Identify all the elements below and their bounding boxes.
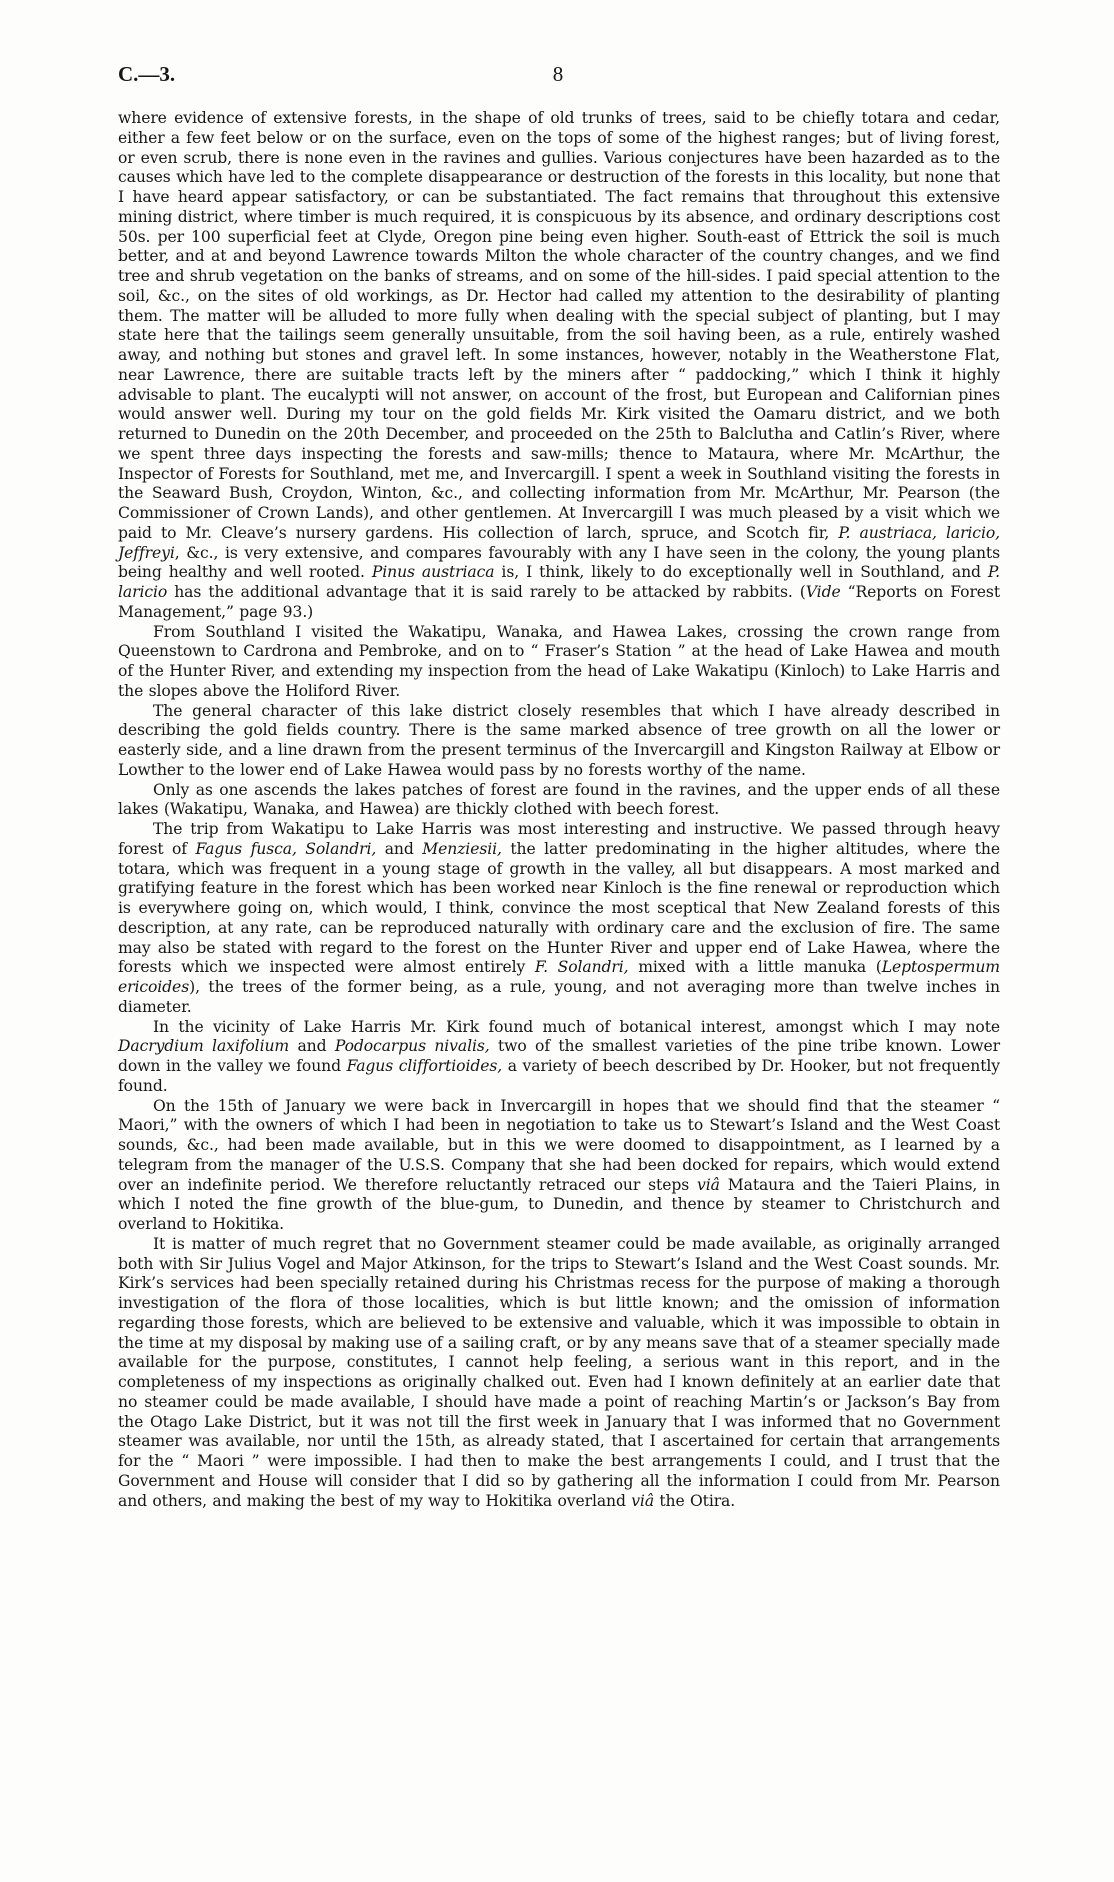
italic-text: viâ <box>697 1175 720 1194</box>
text-run: The trip from Wakatipu to Lake Harris was most interesting and instructive. We passed through heavy forest of <box>118 820 1000 858</box>
italic-text: Dacrydium laxifolium <box>118 1037 290 1056</box>
text-run: “Reports on Forest Management,” page 93.) <box>118 583 1000 621</box>
italic-text: Pinus austriaca <box>371 563 495 582</box>
text-run: , &c., is very extensive, and compares favourably with any I have seen in the colony, the young plants being healthy and well rooted. <box>118 543 1000 582</box>
text-run: is, I think, likely to do exceptionally well in Southland, and <box>494 563 988 582</box>
text-run: Only as one ascends the lakes patches of forest are found in the ravines, and the upper ends of all these lakes (Wakatipu, Wanaka, and Hawea) are thickly clothed with beech forest. <box>118 780 1000 819</box>
italic-text: P. laricio <box>118 563 1001 601</box>
text-run: and <box>289 1037 335 1056</box>
text-run: has the additional advantage that it is said rarely to be attacked by rabbits. ( <box>167 583 806 601</box>
document-reference: C.—3. <box>118 62 176 86</box>
italic-text: Vide <box>805 583 841 601</box>
paragraph <box>118 702 1000 781</box>
text-run: On the 15th of January we were back in Invercargill in hopes that we should find that the steamer “ Maori,” with the owners of which I had been in negotiation to take us to Stewart’s Island and the West Coast sounds, &c., had been made available, but in this we were doomed to disappointment, as I learned by a telegram from the manager of the U.S.S. Company that she had been docked for repairs, which would extend over an indefinite period. We therefore reluctantly retraced our steps <box>118 1096 1000 1194</box>
text-run: ), the trees of the former being, as a rule, young, and not averaging more than twelve inches in diameter. <box>118 978 1000 1016</box>
paragraph <box>118 109 1000 623</box>
text-run: Mataura and the Taieri Plains, in which I noted the fine growth of the blue-gum, to Dunedin, and thence by steamer to Christchurch and overland to Hokitika. <box>118 1175 1000 1233</box>
text-run: In the vicinity of Lake Harris Mr. Kirk found much of botanical interest, amongst which I may note <box>153 1017 1000 1036</box>
text-run: the Otira. <box>654 1491 736 1510</box>
text-run: mixed with a little manuka ( <box>628 958 882 977</box>
italic-text: Fagus fusca, Solandri, <box>195 839 377 858</box>
text-run: It is matter of much regret that no Government steamer could be made available, as originally arranged both with Sir Julius Vogel and Major Atkinson, for the trips to Stewart’s Island and the West Coast sounds. Mr. Kirk’s services had been specially retained during his Christmas recess for the purpose of making a thorough investigation of the flora of those localities, which is but little known; and the omission of information regarding those forests, which are believed to be extensive and valuable, which it was impossible to obtain in the time at my disposal by making use of a sailing craft, or by any means save that of a steamer specially made available for the purpose, constitutes, I cannot help feeling, a serious want in this report, and in the completeness of my inspections as originally chalked out. Even had I known definitely at an earlier date that no steamer could be made available, I should have made a point of reaching Martin’s or Jackson’s Bay from the Otago Lake District, but it was not till the first week in January that I was informed that no Government steamer was available, nor until the 15th, as already stated, that I ascertained for certain that arrangements for the “ Maori ” were impossible. I had then to make the best arrangements I could, and I trust that the Government and House will consider that I did so by gathering all the information I could from Mr. Pearson and others, and making the best of my way to Hokitika overland <box>118 1234 1000 1510</box>
body-text <box>118 109 1000 1511</box>
paragraph <box>118 781 1000 821</box>
italic-text: Podocarpus nivalis, <box>334 1037 490 1056</box>
text-run: where evidence of extensive forests, in the shape of old trunks of trees, said to be chiefly totara and cedar, either a few feet below or on the surface, even on the tops of some of the highest ranges; but of living forest, or even scrub, there is none even in the ravines and gullies. Various conjectures have been hazarded as to the causes which have led to the complete disappearance or destruction of the forests in this locality, but none that I have heard appear satisfactory, or can be substantiated. The fact remains that throughout this extensive mining district, where timber is much required, it is conspicuous by its absence, and ordinary descriptions cost 50s. per 100 superficial feet at Clyde, Oregon pine being even higher. South-east of Ettrick the soil is much better, and at and beyond Lawrence towards Milton the whole character of the country changes, and we find tree and shrub vegetation on the banks of streams, and on some of the hill-sides. I paid special attention to the soil, &c., on the sites of old workings, as Dr. Hector had called my attention to the desirability of planting them. The matter will be alluded to more fully when dealing with the special subject of planting, but I may state here that the tailings seem generally unsuitable, from the soil having been, as a rule, entirely washed away, and nothing but stones and gravel left. In some instances, however, notably in the Weatherstone Flat, near Lawrence, there are suitable tracts left by the miners after “ paddocking,” which I think it highly advisable to plant. The eucalypti will not answer, on account of the frost, but European and Californian pines would answer well. During my tour on the gold fields Mr. Kirk visited the Oamaru district, and we both returned to Dunedin on the 20th December, and proceeded on the 25th to Balclutha and Catlin’s River, where we spent three days inspecting the forests and saw-mills; thence to Mataura, where Mr. McArthur, the Inspector of Forests for Southland, met me, and Invercargill. I spent a week in Southland visiting the forests in the Seaward Bush, Croydon, Winton, &c., and collecting information from Mr. McArthur, Mr. Pearson (the Commissioner of Crown Lands), and other gentlemen. At Invercargill I was much pleased by a visit which we paid to Mr. Cleave’s nursery gardens. His collection of larch, spruce, and Scotch fir, <box>118 109 1000 542</box>
italic-text: P. austriaca, laricio, Jeffreyi <box>118 523 1000 562</box>
page-header <box>118 62 998 92</box>
italic-text: Fagus cliffortioides, <box>346 1057 503 1075</box>
paragraph <box>118 820 1000 1018</box>
italic-text: F. Solandri, <box>534 958 629 977</box>
italic-text: Leptospermum ericoides <box>118 958 1000 996</box>
text-run: the latter predominating in the higher altitudes, where the totara, which was frequent in a young stage of growth in the valley, all but disappears. A most marked and gratifying feature in the forest which has been worked near Kinloch is the fine renewal or reproduction which is everywhere going on, which would, I think, convince the most sceptical that New Zealand forests of this description, at any rate, can be reproduced naturally with ordinary care and the exclusion of fire. The same may also be stated with regard to the forest on the Hunter River and upper end of Lake Hawea, where the forests which we inspected were almost entirely <box>118 839 1000 977</box>
italic-text: viâ <box>631 1491 655 1510</box>
text-run: and <box>376 839 423 858</box>
text-run: two of the smallest varieties of the pine tribe known. Lower down in the valley we found <box>118 1037 1000 1075</box>
paragraph <box>118 1097 1000 1235</box>
paragraph <box>118 623 1000 702</box>
text-run: a variety of beech described by Dr. Hooker, but not frequently found. <box>118 1057 1000 1095</box>
paragraph <box>118 1235 1000 1512</box>
text-run: From Southland I visited the Wakatipu, Wanaka, and Hawea Lakes, crossing the crown range from Queenstown to Cardrona and Pembroke, and on to “ Fraser’s Station ” at the head of Lake Hawea and mouth of the Hunter River, and extending my inspection from the head of Lake Wakatipu (Kinloch) to Lake Harris and the slopes above the Holiford River. <box>118 622 1000 700</box>
page-number: 8 <box>552 62 564 86</box>
text-run: The general character of this lake district closely resembles that which I have already described in describing the gold fields country. There is the same marked absence of tree growth on all the lower or easterly side, and a line drawn from the present terminus of the Invercargill and Kingston Railway at Elbow or Lowther to the lower end of Lake Hawea would pass by no forests worthy of the name. <box>118 701 1000 779</box>
paragraph <box>118 1018 1000 1097</box>
italic-text: Menziesii, <box>422 839 502 858</box>
